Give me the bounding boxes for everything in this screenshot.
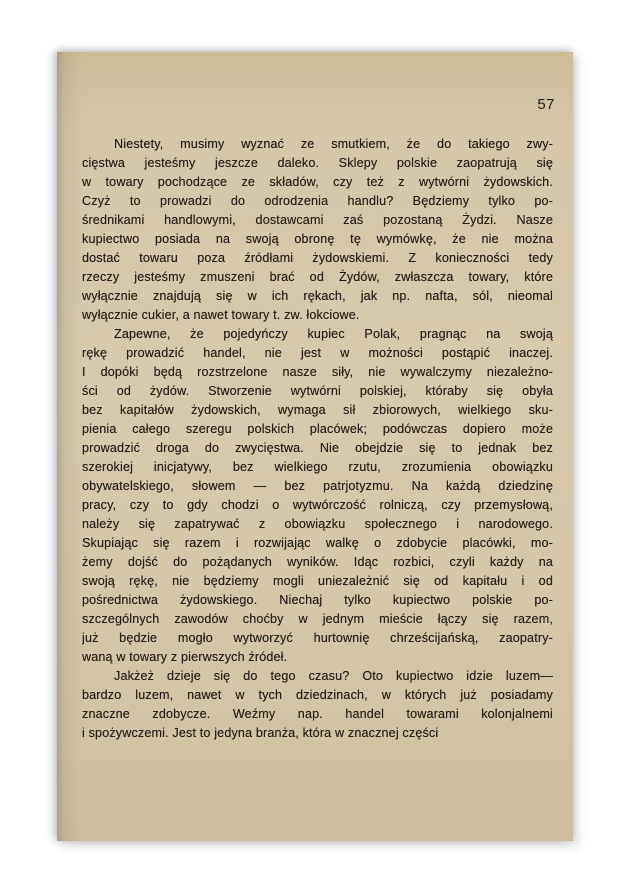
text-line: średnikami handlowymi, dostawcami zaś pozostaną Żydzi. Nasze <box>82 213 553 227</box>
text-line: należy się zapatrywać z obowiązku społecznego i narodowego. <box>82 517 553 531</box>
paragraph <box>82 667 553 743</box>
text-line: rękę prowadzić handel, nie jest w możności postąpić inaczej. <box>82 346 553 360</box>
page-number: 57 <box>537 96 555 113</box>
text-line: Zapewne, że pojedyńczy kupiec Polak, pragnąc na swoją <box>114 327 553 341</box>
paragraph <box>82 325 553 667</box>
book-page-paper <box>57 52 573 841</box>
text-line: pracy, czy to gdy chodzi o wytwórczość rolniczą, czy przemysłową, <box>82 498 553 512</box>
text-line: swoją rękę, nie będziemy mogli uniezależnić się od kapitału i od <box>82 574 553 588</box>
text-line: dostać towaru poza źródłami żydowskiemi. Z konieczności tedy <box>82 251 553 265</box>
text-block <box>82 135 553 743</box>
text-line: bez kapitałów żydowskich, wymaga sił zbiorowych, wielkiego sku- <box>82 403 553 417</box>
text-line: ści od żydów. Stworzenie wytwórni polskiej, któraby się obyła <box>82 384 553 398</box>
text-line: i spożywczemi. Jest to jedyna branża, która w znacznej części <box>82 726 439 740</box>
text-line: znaczne zdobycze. Weźmy nap. handel towarami kolonjalnemi <box>82 707 553 721</box>
text-line: pośrednictwa żydowskiego. Niechaj tylko kupiectwo polskie po- <box>82 593 553 607</box>
text-line: kupiectwo posiada na swoją obronę tę wymówkę, że nie można <box>82 232 553 246</box>
text-line: bardzo luzem, nawet w tych dziedzinach, w których już posiadamy <box>82 688 553 702</box>
text-line: rzeczy jesteśmy zmuszeni brać od Żydów, zwłaszcza towary, które <box>82 270 553 284</box>
text-line: w towary pochodzące ze składów, czy też z wytwórni żydowskich. <box>82 175 553 189</box>
text-line: szerokiej inicjatywy, bez wielkiego rzutu, zrozumienia obowiązku <box>82 460 553 474</box>
text-line: I dopóki będą rozstrzelone nasze siły, nie wywalczymy niezależno- <box>82 365 553 379</box>
text-line: wyłącznie cukier, a nawet towary t. zw. łokciowe. <box>82 308 360 322</box>
text-line: prowadzić droga do zwycięstwa. Nie obejdzie się to jednak bez <box>82 441 553 455</box>
text-line: pienia całego szeregu polskich placówek; podówczas dopiero może <box>82 422 553 436</box>
text-line: już będzie mogło wytworzyć hurtownię chrześcijańską, zaopatry- <box>82 631 553 645</box>
text-line: Niestety, musimy wyznać ze smutkiem, że do takiego zwy- <box>114 137 553 151</box>
text-line: wyłącznie znajdują się w ich rękach, jak np. nafta, sól, nieomal <box>82 289 553 303</box>
text-line: obywatelskiego, słowem — bez patrjotyzmu. Na każdą dziedzinę <box>82 479 553 493</box>
text-line: szczególnych zawodów choćby w jednym mieście łączy się razem, <box>82 612 553 626</box>
text-line: waną w towary z pierwszych źródeł. <box>82 650 288 664</box>
text-line: żemy dojść do pożądanych wyników. Idąc rozbici, czyli każdy na <box>82 555 553 569</box>
text-line: Czyż to prowadzi do odrodzenia handlu? Będziemy tylko po- <box>82 194 553 208</box>
paragraph <box>82 135 553 325</box>
text-line: Skupiając się razem i rozwijając walkę o zdobycie placówki, mo- <box>82 536 553 550</box>
text-line: cięstwa jesteśmy jeszcze daleko. Sklepy polskie zaopatrują się <box>82 156 553 170</box>
text-line: Jakżeż dzieje się do tego czasu? Oto kupiectwo idzie luzem— <box>114 669 553 683</box>
